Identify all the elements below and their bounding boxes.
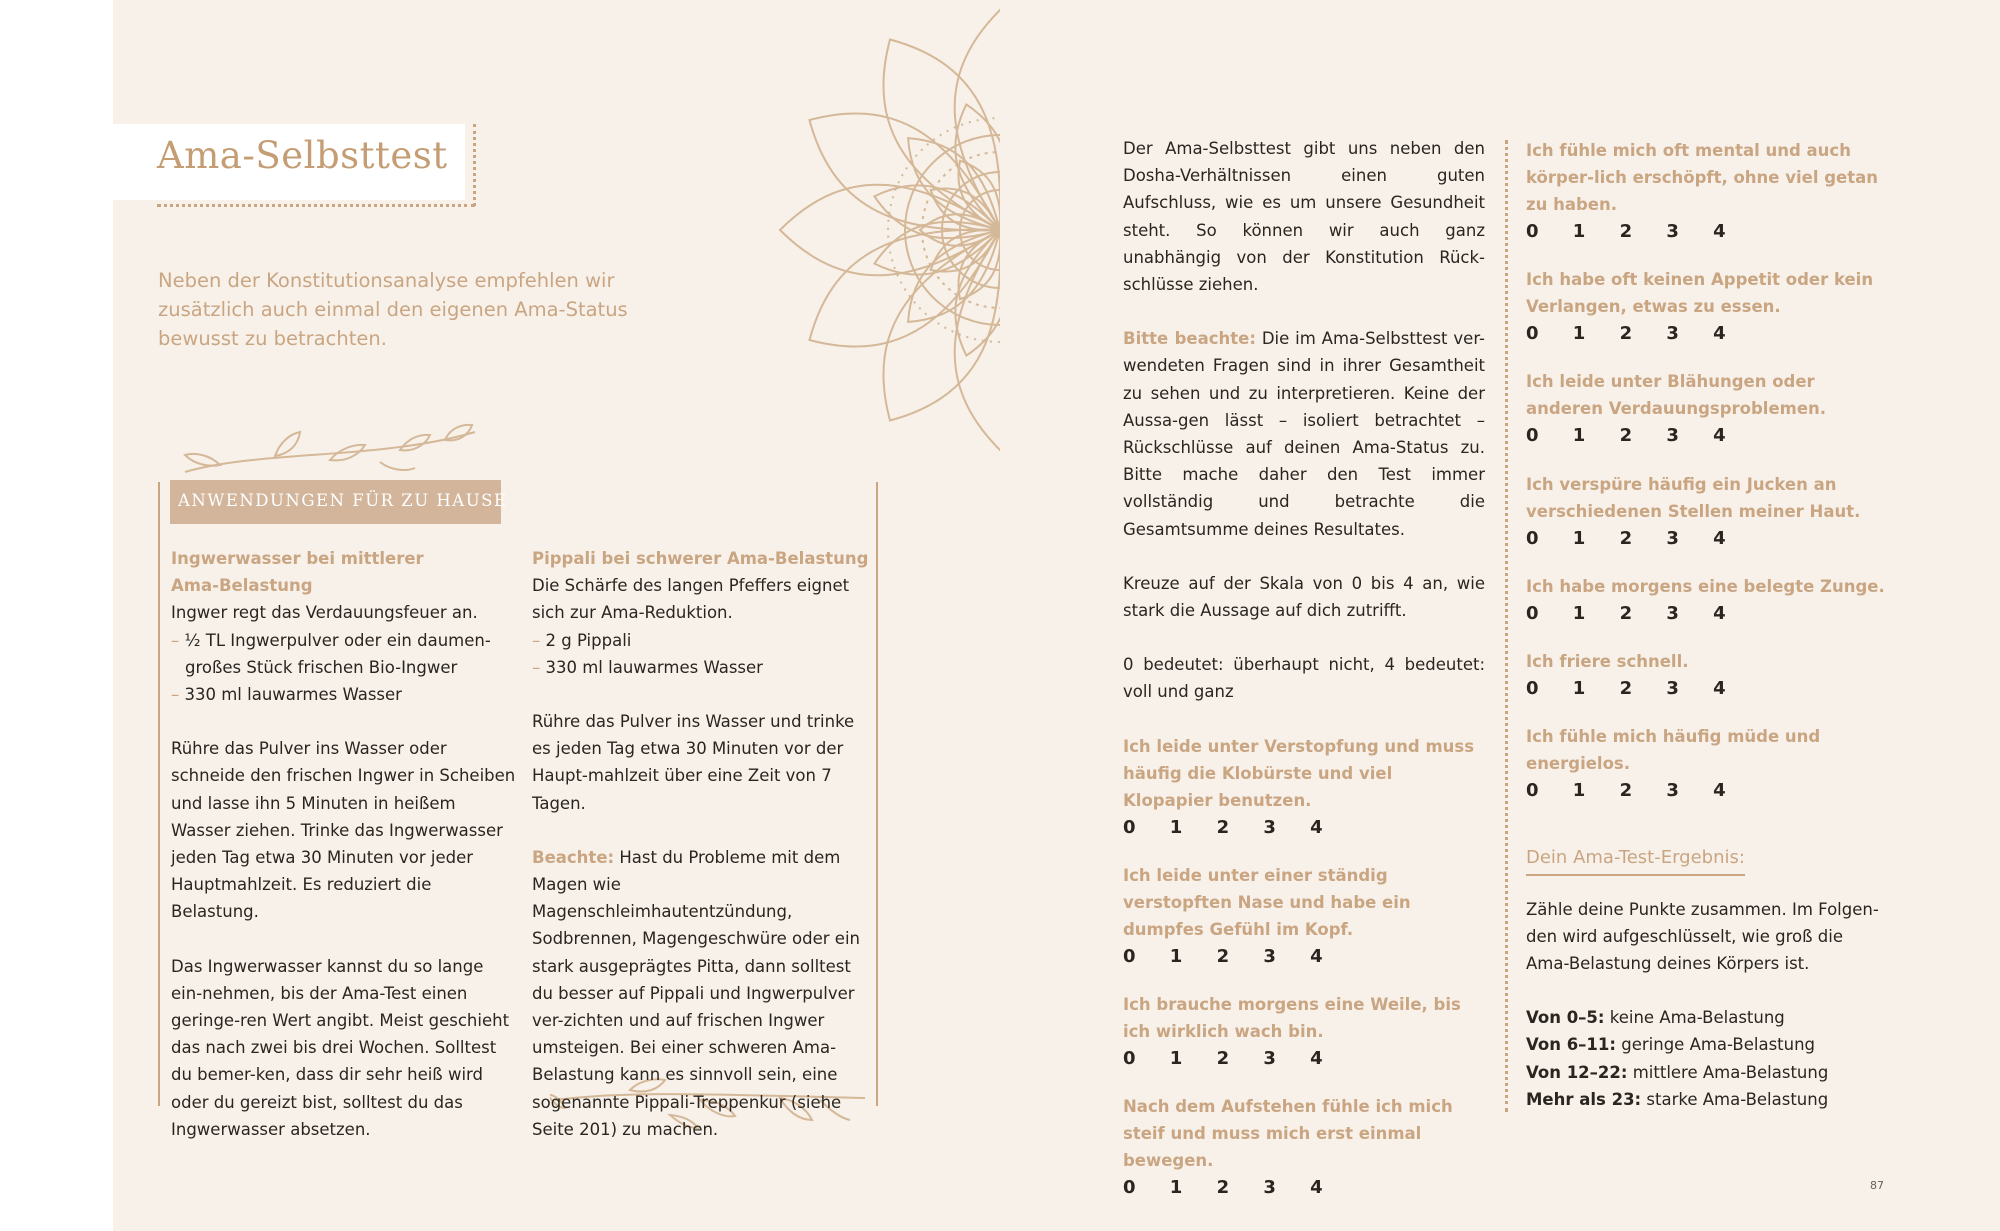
- question-9: Ich habe morgens eine belegte Zunge.: [1526, 576, 1885, 596]
- scale-2[interactable]: 0 1 2 3 4: [1123, 945, 1323, 967]
- result-row-3: Von 12–22: mittlere Ama-Belastung: [1526, 1062, 1829, 1082]
- question-4: Nach dem Aufstehen fühle ich mich steif und muss mich erst einmal bewegen.: [1123, 1097, 1453, 1171]
- result-intro: Zähle deine Punkte zusammen. Im Folgen-den wird aufgeschlüsselt, wie groß die Ama-Belastung deines Körpers ist.: [1526, 899, 1879, 974]
- scale-11[interactable]: 0 1 2 3 4: [1526, 780, 1726, 802]
- box-heading: ANWENDUNGEN FÜR ZU HAUSE: [178, 491, 508, 510]
- box-left-rule: [158, 482, 160, 1106]
- scale-9[interactable]: 0 1 2 3 4: [1526, 602, 1726, 624]
- ingwer-title-line2: Ama-Belastung: [171, 576, 313, 596]
- pippali-note: Beachte: Hast du Probleme mit dem Magen wie Magenschleimhautentzündung, Sodbrennen, Magengeschwüre oder ein stark ausgeprägtes Pitta, dann solltest du besser auf Pippali und Ingwerpulver ver-zichten und auf frischen Ingwer umsteigen. Bei einer schweren Ama-Belastung kann es sinnvoll sein, eine sogenannte Pippali-Treppenkur (siehe Seite 201) zu machen.: [532, 847, 860, 1139]
- test-intro-text: Der Ama-Selbsttest gibt uns neben den Dosha-Verhältnissen einen guten Aufschluss, wie es um unsere Gesundheit steht. So können wir auch ganz unabhängig von der Konstitution Rück-schlüsse ziehen.: [1123, 139, 1485, 295]
- question-1: Ich leide unter Verstopfung und muss häufig die Klobürste und viel Klopapier benutzen.: [1123, 736, 1475, 810]
- test-intro-column: [1123, 135, 1485, 1201]
- question-11: Ich fühle mich häufig müde und energielos.: [1526, 727, 1821, 774]
- pippali-item-2: – 330 ml lauwarmes Wasser: [532, 657, 763, 677]
- ingwer-para-2: Das Ingwerwasser kannst du so lange ein-nehmen, bis der Ama-Test einen geringe-ren Wert angibt. Meist geschieht das nach zwei bis drei Wochen. Solltest du bemer-ken, dass dir sehr heiß wird oder du gereizt bist, solltest du das Ingwerwasser absetzen.: [171, 956, 510, 1139]
- page-title: Ama-Selbsttest: [157, 134, 448, 177]
- scale-10[interactable]: 0 1 2 3 4: [1526, 678, 1726, 700]
- result-row-4: Mehr als 23: starke Ama-Belastung: [1526, 1089, 1829, 1109]
- scale-8[interactable]: 0 1 2 3 4: [1526, 527, 1726, 549]
- pippali-item-1: – 2 g Pippali: [532, 630, 632, 650]
- questions-column: [1526, 137, 1886, 1113]
- page-number: 87: [1870, 1179, 1884, 1192]
- ingwer-item-1: – ½ TL Ingwerpulver oder ein daumen-großes Stück frischen Bio-Ingwer: [171, 630, 491, 677]
- question-3: Ich brauche morgens eine Weile, bis ich wirklich wach bin.: [1123, 995, 1461, 1042]
- result-row-2: Von 6–11: geringe Ama-Belastung: [1526, 1035, 1816, 1055]
- pippali-title: Pippali bei schwerer Ama-Belastung: [532, 549, 869, 568]
- scale-1[interactable]: 0 1 2 3 4: [1123, 816, 1323, 838]
- title-dotted-underline: [157, 204, 475, 207]
- intro-text: Neben der Konstitutionsanalyse empfehlen wir zusätzlich auch einmal den eigenen Ama-Status bewusst zu betrachten.: [158, 269, 628, 350]
- ingwer-intro: Ingwer regt das Verdauungsfeuer an.: [171, 603, 478, 623]
- scale-3[interactable]: 0 1 2 3 4: [1123, 1048, 1323, 1070]
- result-heading: Dein Ama-Test-Ergebnis:: [1526, 844, 1745, 875]
- pippali-para-1: Rühre das Pulver ins Wasser und trinke es jeden Tag etwa 30 Minuten vor der Haupt-mahlzeit über eine Zeit von 7 Tagen.: [532, 712, 855, 813]
- mandala-icon: [730, 0, 1000, 490]
- ingwer-para-1: Rühre das Pulver ins Wasser oder schneide den frischen Ingwer in Scheiben und lasse ihn 5 Minuten in heißem Wasser ziehen. Trinke das Ingwerwasser jeden Tag etwa 30 Minuten vor jeder Hauptmahlzeit. Es reduziert die Belastung.: [171, 739, 516, 922]
- scale-7[interactable]: 0 1 2 3 4: [1526, 425, 1726, 447]
- result-heading-row: [1526, 844, 1886, 875]
- ingwer-column: [171, 545, 516, 1143]
- scale-5[interactable]: 0 1 2 3 4: [1526, 221, 1726, 242]
- test-instruction: Kreuze auf der Skala von 0 bis 4 an, wie stark die Aussage auf dich zutrifft.: [1123, 573, 1485, 621]
- pippali-intro: Die Schärfe des langen Pfeffers eignet sich zur Ama-Reduktion.: [532, 576, 850, 623]
- result-row-1: Von 0–5: keine Ama-Belastung: [1526, 1008, 1785, 1028]
- scale-4[interactable]: 0 1 2 3 4: [1123, 1177, 1323, 1199]
- question-8: Ich verspüre häufig ein Jucken an verschiedenen Stellen meiner Haut.: [1526, 474, 1861, 521]
- scale-6[interactable]: 0 1 2 3 4: [1526, 323, 1726, 345]
- leaf-branch-icon: [180, 420, 480, 480]
- question-5: Ich fühle mich oft mental und auch körper-lich erschöpft, ohne viel getan zu haben.: [1526, 141, 1879, 214]
- test-note: Bitte beachte: Die im Ama-Selbsttest ver-wendeten Fragen sind in ihrer Gesamtheit zu sehen und zu interpretieren. Keine der Aussa-gen lässt – isoliert betrachtet – Rückschlüsse auf deinen Ama-Status zu. Bitte mache daher den Test immer vollständig und betrachte die Gesamtsumme deines Resultates.: [1123, 329, 1485, 539]
- ingwer-item-2: – 330 ml lauwarmes Wasser: [171, 685, 402, 705]
- column-dotted-divider: [1505, 140, 1508, 1112]
- question-6: Ich habe oft keinen Appetit oder kein Verlangen, etwas zu essen.: [1526, 270, 1874, 317]
- question-7: Ich leide unter Blähungen oder anderen Verdauungsproblemen.: [1526, 372, 1827, 419]
- ingwer-title-line1: Ingwerwasser bei mittlerer: [171, 549, 424, 568]
- question-2: Ich leide unter einer ständig verstopften Nase und habe ein dumpfes Gefühl im Kopf.: [1123, 865, 1411, 939]
- title-dotted-edge: [473, 124, 476, 206]
- test-scale-legend: 0 bedeutet: überhaupt nicht, 4 bedeutet: voll und ganz: [1123, 655, 1485, 702]
- question-10: Ich friere schnell.: [1526, 652, 1689, 672]
- pippali-column: [532, 545, 877, 1143]
